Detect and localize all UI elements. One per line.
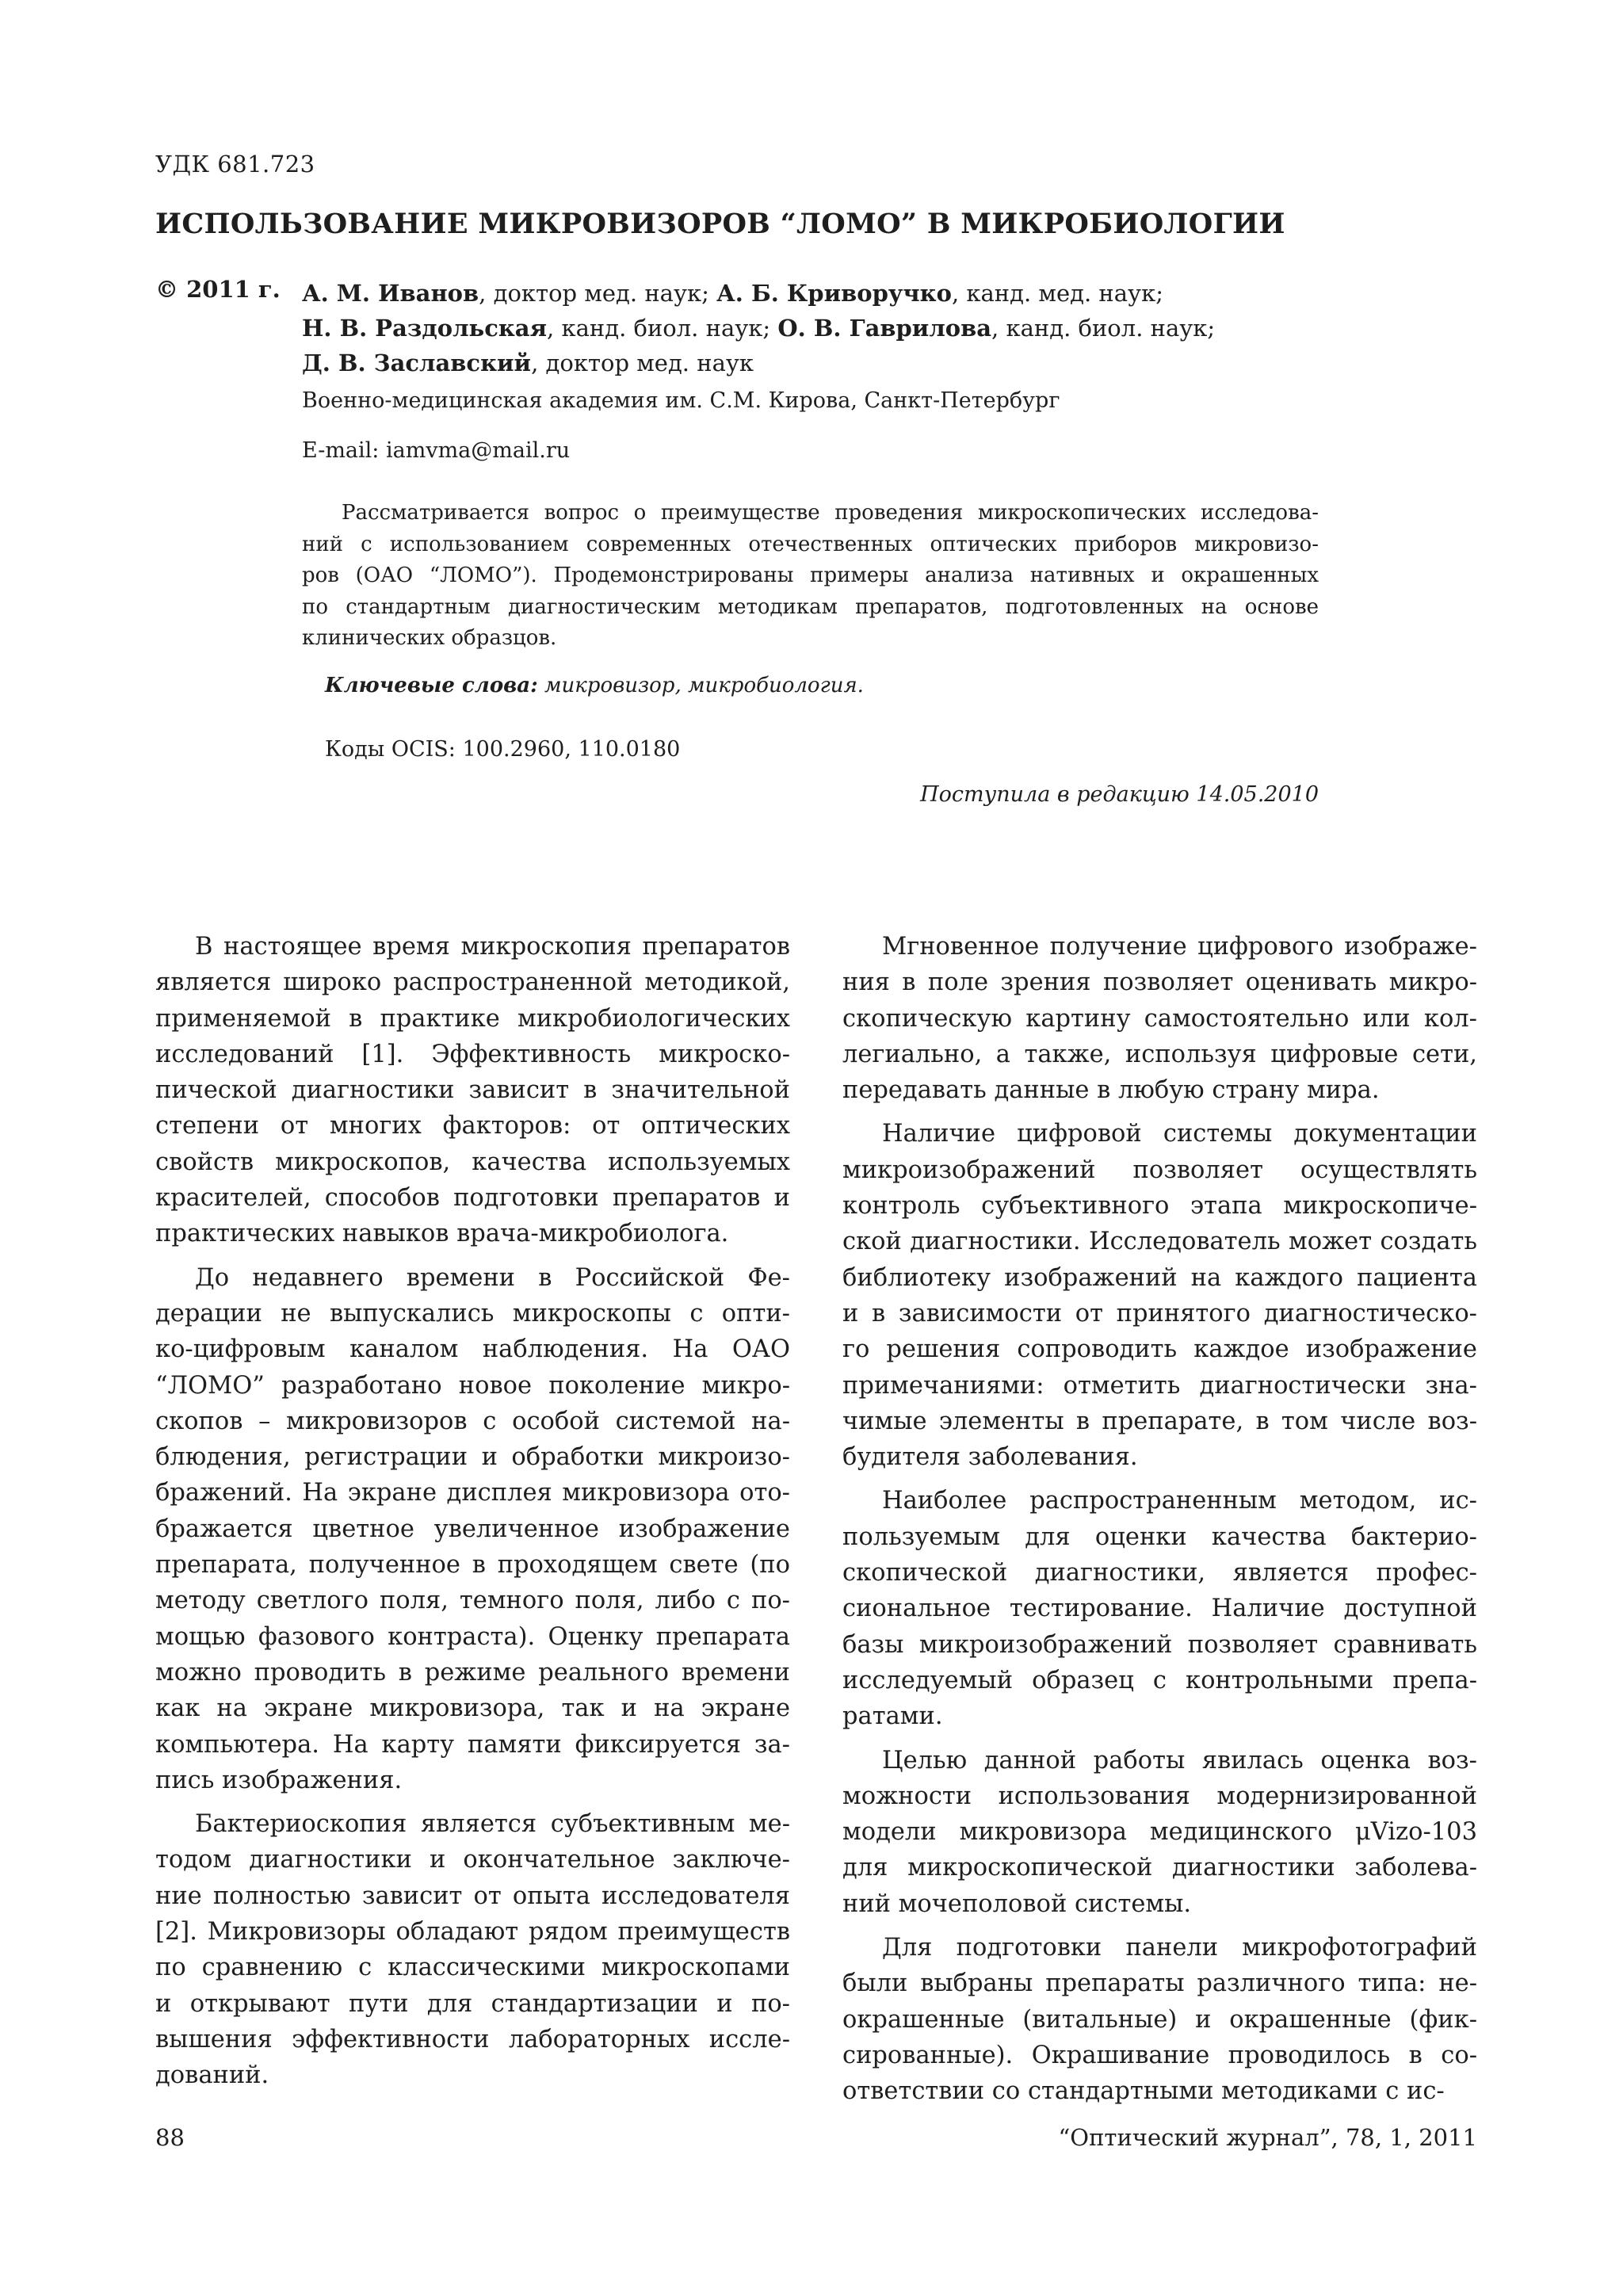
body-text-line: передавать данные в любую страну мира.	[842, 1076, 1380, 1105]
body-text-line: практических навыков врача-микробиолога.	[155, 1220, 729, 1248]
body-text-line: ний мочеполовой системы.	[842, 1889, 1192, 1918]
email-link[interactable]: E-mail: iamvma@mail.ru	[302, 438, 571, 463]
author-line	[302, 276, 1443, 311]
author-name: Н. В. Раздольская	[302, 315, 548, 342]
body-text-line: микроизображений позволяет осуществлять	[842, 1156, 1477, 1184]
paragraph-gap	[155, 1798, 790, 1806]
body-text-line: применяемой в практике микробиологических	[155, 1004, 790, 1033]
body-text-line: дований.	[155, 2061, 269, 2090]
body-text-line: Наличие цифровой системы документации	[882, 1120, 1477, 1148]
body-text-line: мощью фазового контраста). Оценку препарата	[155, 1622, 790, 1651]
paragraph	[842, 1743, 1477, 1922]
author-degree: , доктор мед. наук;	[479, 280, 717, 307]
author-line	[302, 311, 1443, 346]
ocis-codes: Коды OCIS: 100.2960, 110.0180	[325, 737, 681, 762]
body-text-line: бражений. На экране дисплея микровизора ото-	[155, 1479, 790, 1507]
body-text-line: Мгновенное получение цифрового изображе-	[882, 933, 1477, 961]
paragraph-gap	[842, 1922, 1477, 1930]
author-name: А. М. Иванов	[302, 280, 479, 307]
body-text-line: ской диагностики. Исследователь может создать	[842, 1228, 1477, 1256]
body-text-line: бражается цветное увеличенное изображение	[155, 1515, 790, 1543]
body-text-line: исследований [1]. Эффективность микроско-	[155, 1040, 790, 1068]
body-text-line: библиотеку изображений на каждого пациента	[842, 1263, 1477, 1292]
body-text-line: вышения эффективности лабораторных иссле-	[155, 2025, 790, 2053]
paragraph-gap	[842, 1108, 1477, 1116]
paragraph-gap	[842, 1735, 1477, 1743]
body-text-line: скопической диагностики, является профес-	[842, 1559, 1477, 1587]
abstract	[302, 498, 1319, 655]
paragraph-gap	[842, 1475, 1477, 1483]
received-date: Поступила в редакцию 14.05.2010	[920, 782, 1319, 807]
body-text-line: го решения сопроводить каждое изображение	[842, 1335, 1477, 1364]
body-text-line: свойств микроскопов, качества используемых	[155, 1148, 790, 1176]
body-text-line: можности использования модернизированной	[842, 1782, 1477, 1810]
body-text-line: До недавнего времени в Российской Фе-	[195, 1263, 790, 1292]
body-text-line: красителей, способов подготовки препаратов и	[155, 1184, 790, 1213]
body-text-line: и в зависимости от принятого диагностическо-	[842, 1299, 1477, 1328]
paragraph	[842, 1116, 1477, 1475]
body-text-line: ния в поле зрения позволяет оценивать микро-	[842, 968, 1477, 997]
body-text-line: [2]. Микровизоры обладают рядом преимуществ	[155, 1918, 790, 1946]
body-text-line: пись изображения.	[155, 1766, 403, 1794]
body-text-line: будителя заболевания.	[842, 1443, 1138, 1472]
paragraph	[155, 1806, 790, 2093]
author-degree: , канд. биол. наук;	[547, 315, 778, 342]
body-text-line: базы микроизображений позволяет сравнивать	[842, 1630, 1477, 1659]
body-text-line: блюдения, регистрации и обработки микроизо-	[155, 1443, 790, 1472]
body-column-left	[155, 929, 790, 2094]
author-name: А. Б. Криворучко	[716, 280, 952, 307]
body-text-line: исследуемый образец с контрольными препа-	[842, 1666, 1477, 1694]
body-text-line: ние полностью зависит от опыта исследователя	[155, 1881, 790, 1910]
body-text-line: ратами.	[842, 1702, 943, 1731]
body-text-line: окрашенные (витальные) и окрашенные (фик-	[842, 2005, 1477, 2034]
body-text-line: чимые элементы в препарате, в том числе воз-	[842, 1407, 1477, 1435]
body-text-line: скопов – микровизоров с особой системой на-	[155, 1407, 790, 1435]
body-column-right	[842, 929, 1477, 2110]
body-text-line: были выбраны препараты различного типа: не-	[842, 1969, 1477, 1998]
paragraph-gap	[155, 1252, 790, 1260]
article-title: ИСПОЛЬЗОВАНИЕ МИКРОВИЗОРОВ “ЛОМО” В МИКРОБИОЛОГИИ	[155, 208, 1285, 240]
body-text-line: тодом диагностики и окончательное заключе-	[155, 1846, 790, 1874]
body-text-line: пользуемым для оценки качества бактерио-	[842, 1522, 1477, 1551]
body-text-line: Целью данной работы явилась оценка воз-	[882, 1746, 1477, 1775]
abstract-line: ний с использованием современных отечественных оптических приборов микровизо-	[302, 532, 1319, 556]
body-text-line: примечаниями: отметить диагностически зна-	[842, 1371, 1477, 1400]
body-text-line: степени от многих факторов: от оптических	[155, 1112, 790, 1140]
body-text-line: легиально, а также, используя цифровые сети,	[842, 1040, 1477, 1068]
author-degree: , канд. биол. наук;	[991, 315, 1216, 342]
body-text-line: ко-цифровым каналом наблюдения. На ОАО	[155, 1335, 790, 1364]
body-text-line: ответствии со стандартными методиками с ис-	[842, 2077, 1445, 2106]
body-text-line: пической диагностики зависит в значительной	[155, 1076, 790, 1105]
abstract-line: Рассматривается вопрос о преимуществе проведения микроскопических исследова-	[342, 501, 1319, 525]
paragraph	[155, 929, 790, 1252]
body-text-line: Наиболее распространенным методом, ис-	[882, 1487, 1477, 1515]
body-text-line: Бактериоскопия является субъективным ме-	[195, 1810, 790, 1839]
body-text-line: сиональное тестирование. Наличие доступной	[842, 1595, 1477, 1623]
body-text-line: В настоящее время микроскопия препаратов	[195, 933, 790, 961]
body-text-line: можно проводить в режиме реального времени	[155, 1658, 790, 1687]
body-text-line: как на экране микровизора, так и на экране	[155, 1694, 790, 1723]
paragraph	[155, 1260, 790, 1798]
body-text-line: методу светлого поля, темного поля, либо с по-	[155, 1587, 790, 1615]
keywords	[325, 674, 864, 697]
body-text-line: скопическую картину самостоятельно или кол-	[842, 1004, 1477, 1033]
author-name: О. В. Гаврилова	[777, 315, 992, 342]
body-text-line: для микроскопической диагностики заболева-	[842, 1854, 1477, 1882]
author-degree: , доктор мед. наук	[531, 350, 754, 376]
paragraph	[842, 929, 1477, 1108]
copyright-year: © 2011 г.	[155, 276, 281, 303]
paragraph	[842, 1483, 1477, 1734]
abstract-line: ров (ОАО “ЛОМО”). Продемонстрированы примеры анализа нативных и окрашенных	[302, 563, 1319, 587]
body-text-line: сированные). Окрашивание проводилось в со-	[842, 2041, 1477, 2069]
abstract-line: по стандартным диагностическим методикам препаратов, подготовленных на основе	[302, 594, 1319, 619]
abstract-line: клинических образцов.	[302, 626, 557, 650]
body-text-line: модели микровизора медицинского μVizo-103	[842, 1818, 1477, 1847]
author-list	[302, 276, 1443, 380]
affiliation: Военно-медицинская академия им. С.М. Кирова, Санкт-Петербург	[302, 388, 1060, 413]
keywords-text: микровизор, микробиология.	[537, 674, 864, 697]
body-text-line: контроль субъективного этапа микроскопиче-	[842, 1192, 1477, 1221]
journal-citation: “Оптический журнал”, 78, 1, 2011	[1058, 2124, 1477, 2151]
author-degree: , канд. мед. наук;	[951, 280, 1163, 307]
author-line	[302, 346, 1443, 380]
body-text-line: компьютера. На карту памяти фиксируется за-	[155, 1730, 790, 1759]
body-text-line: “ЛОМО” разработано новое поколение микро-	[155, 1371, 790, 1400]
body-text-line: Для подготовки панели микрофотографий	[882, 1934, 1477, 1962]
keywords-label: Ключевые слова:	[325, 674, 538, 697]
body-text-line: дерации не выпускались микроскопы с опти-	[155, 1299, 790, 1328]
body-text-line: препарата, полученное в проходящем свете (по	[155, 1551, 790, 1580]
body-text-line: по сравнению с классическими микроскопами	[155, 1954, 790, 1982]
author-name: Д. В. Заславский	[302, 350, 532, 376]
body-text-line: является широко распространенной методикой,	[155, 968, 790, 997]
paragraph	[842, 1930, 1477, 2109]
page-number: 88	[155, 2124, 185, 2151]
udk-code: УДК 681.723	[155, 151, 315, 178]
body-text-line: и открывают пути для стандартизации и по-	[155, 1989, 790, 2018]
